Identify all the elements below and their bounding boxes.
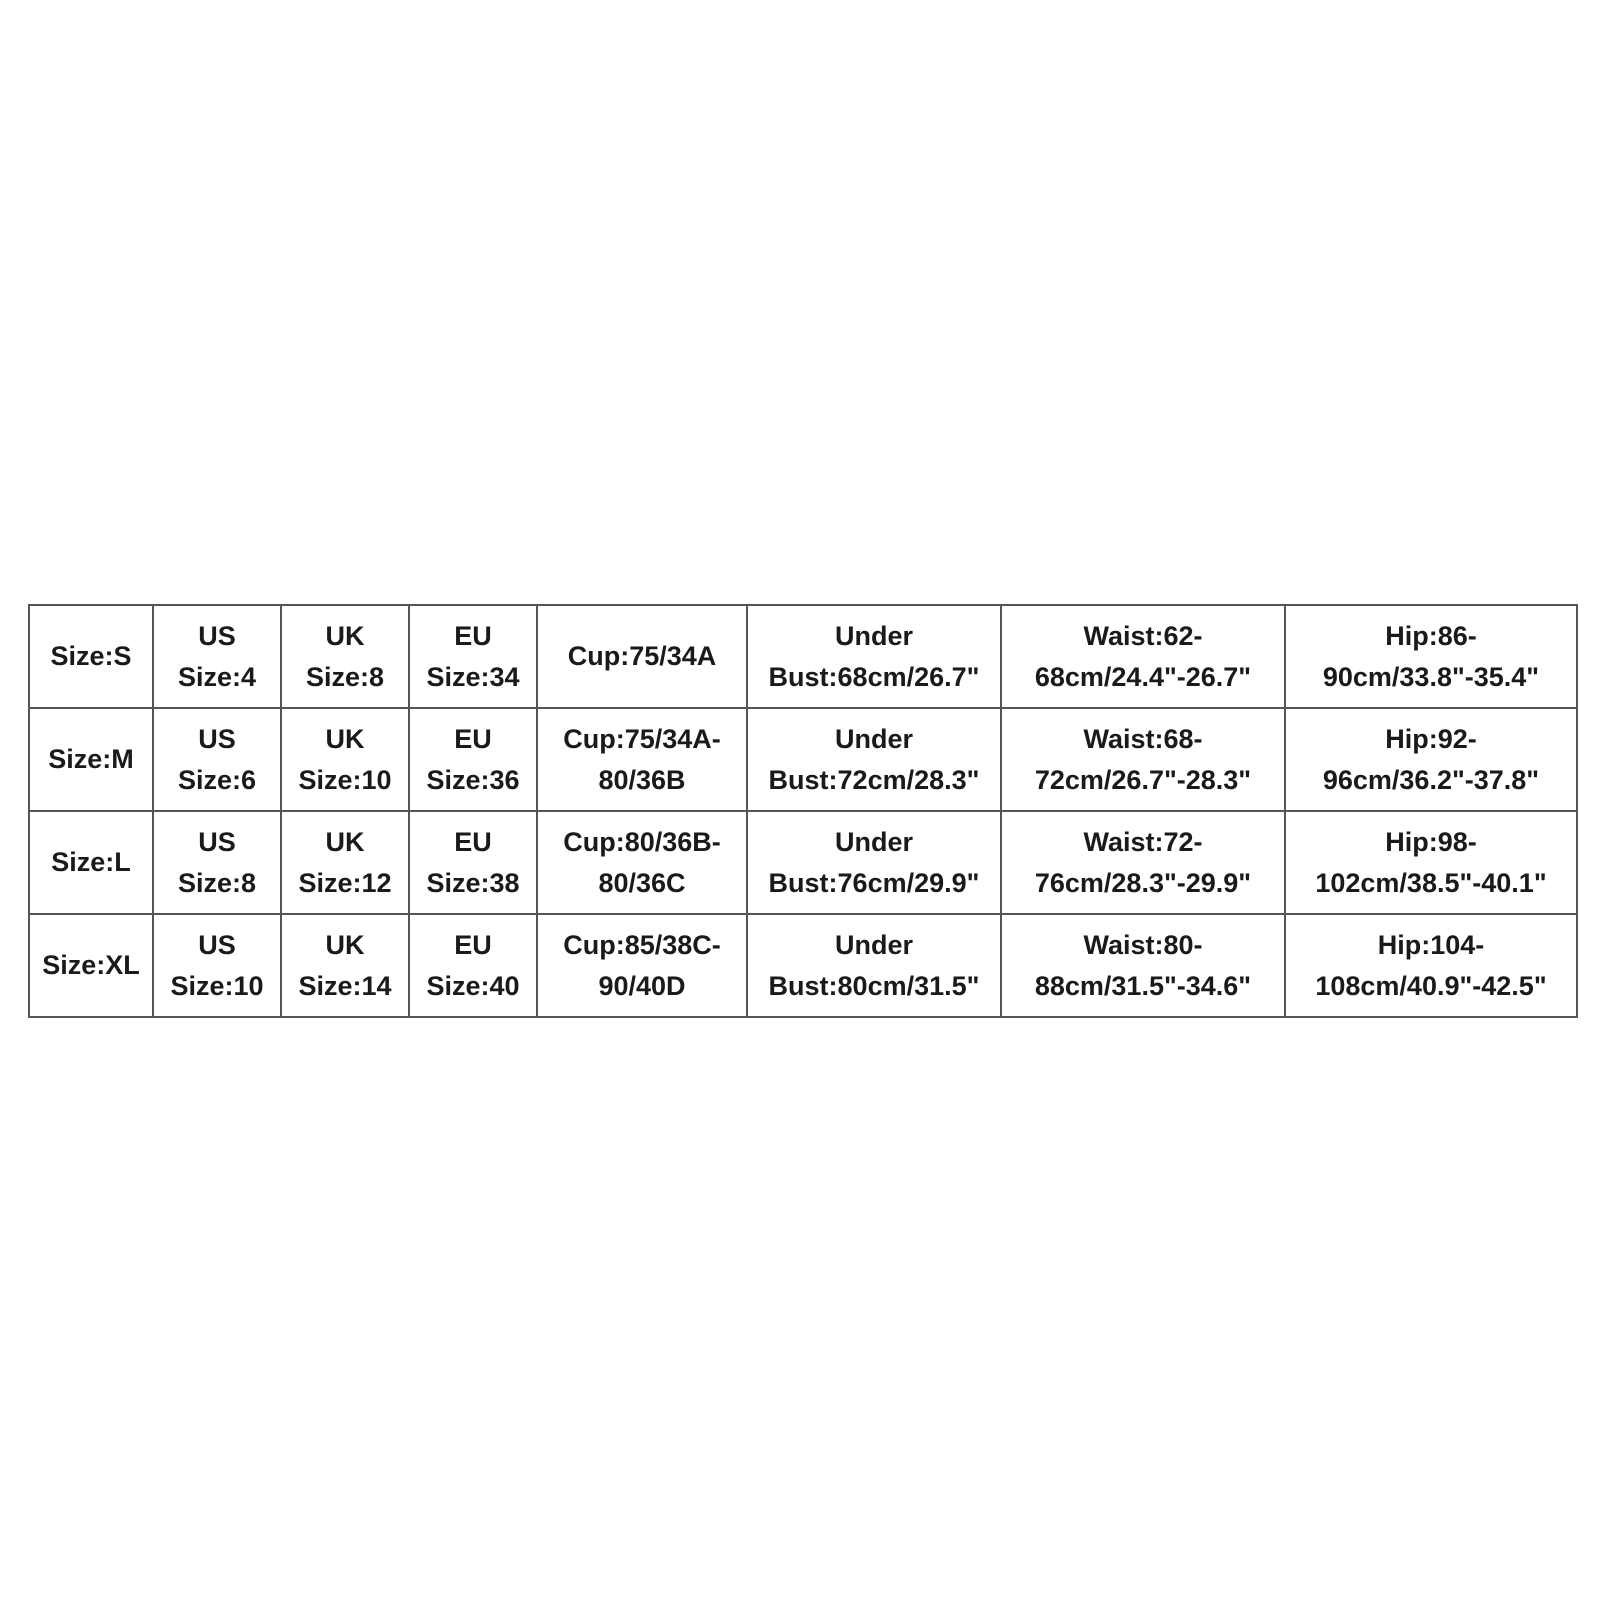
cell-text-line: Hip:86-: [1385, 620, 1477, 651]
cell-text-line: Hip:98-: [1385, 826, 1477, 857]
cup-size-cell: [537, 914, 747, 1017]
cell-text-line: EU: [454, 723, 492, 754]
us-size-cell: [153, 605, 281, 708]
cell-text-line: US: [198, 929, 236, 960]
cell-text-line: UK: [325, 620, 365, 651]
eu-size-cell: [409, 914, 537, 1017]
cell-text-line: Size:4: [177, 661, 257, 692]
cup-size-cell: [537, 708, 747, 811]
us-size-cell: [153, 708, 281, 811]
cell-text-line: Under: [834, 826, 913, 857]
uk-size-cell: [281, 914, 409, 1017]
cell-text-line: Bust:68cm/26.7": [768, 661, 980, 692]
cell-text-line: US: [198, 723, 236, 754]
uk-size-cell: [281, 605, 409, 708]
cup-size-cell: [537, 811, 747, 914]
hip-cell: [1285, 811, 1577, 914]
cell-text-line: Size:40: [426, 970, 520, 1001]
cell-text-line: Hip:92-: [1385, 723, 1477, 754]
cell-text-line: Size:L: [51, 847, 131, 877]
cell-text-line: Size:S: [50, 641, 132, 671]
cell-text-line: 96cm/36.2"-37.8": [1322, 764, 1540, 795]
cell-text-line: 76cm/28.3"-29.9": [1034, 867, 1252, 898]
hip-cell: [1285, 708, 1577, 811]
cell-text-line: Size:10: [170, 970, 264, 1001]
waist-cell: [1001, 708, 1285, 811]
cell-text-line: Hip:104-: [1377, 929, 1485, 960]
cell-text-line: 102cm/38.5"-40.1": [1315, 867, 1547, 898]
table-row: [29, 914, 1577, 1017]
cup-size-cell: [537, 605, 747, 708]
us-size-cell: [153, 811, 281, 914]
cell-text-line: Size:6: [177, 764, 257, 795]
cell-text-line: Size:8: [305, 661, 385, 692]
cell-text-line: Cup:80/36B-: [563, 826, 721, 857]
us-size-cell: [153, 914, 281, 1017]
cell-text-line: 72cm/26.7"-28.3": [1034, 764, 1252, 795]
cell-text-line: Waist:62-: [1083, 620, 1203, 651]
cell-text-line: Size:10: [298, 764, 392, 795]
cell-text-line: Size:38: [426, 867, 520, 898]
cell-text-line: Cup:75/34A: [567, 641, 717, 671]
cell-text-line: 88cm/31.5"-34.6": [1034, 970, 1252, 1001]
uk-size-cell: [281, 708, 409, 811]
cell-text-line: UK: [325, 723, 365, 754]
cell-text-line: Size:12: [298, 867, 392, 898]
cell-text-line: UK: [325, 826, 365, 857]
cell-text-line: EU: [454, 929, 492, 960]
cell-text-line: Waist:68-: [1083, 723, 1203, 754]
uk-size-cell: [281, 811, 409, 914]
cell-text-line: Cup:85/38C-: [563, 929, 721, 960]
table-row: [29, 708, 1577, 811]
under-bust-cell: [747, 811, 1001, 914]
cell-text-line: EU: [454, 826, 492, 857]
table-row: [29, 811, 1577, 914]
cell-text-line: Size:8: [177, 867, 257, 898]
cell-text-line: UK: [325, 929, 365, 960]
size-label-cell: [29, 914, 153, 1017]
cell-text-line: 80/36B: [598, 764, 686, 795]
waist-cell: [1001, 605, 1285, 708]
cell-text-line: US: [198, 620, 236, 651]
hip-cell: [1285, 605, 1577, 708]
cell-text-line: 68cm/24.4"-26.7": [1034, 661, 1252, 692]
cell-text-line: Size:34: [426, 661, 520, 692]
size-chart-table: [28, 604, 1578, 1018]
under-bust-cell: [747, 914, 1001, 1017]
cell-text-line: US: [198, 826, 236, 857]
cell-text-line: Waist:80-: [1083, 929, 1203, 960]
cell-text-line: Size:M: [48, 744, 134, 774]
size-label-cell: [29, 708, 153, 811]
size-label-cell: [29, 811, 153, 914]
cell-text-line: Size:XL: [42, 950, 140, 980]
cell-text-line: Waist:72-: [1083, 826, 1203, 857]
cell-text-line: 80/36C: [598, 867, 686, 898]
cell-text-line: Size:14: [298, 970, 392, 1001]
cell-text-line: 108cm/40.9"-42.5": [1315, 970, 1547, 1001]
cell-text-line: Cup:75/34A-: [563, 723, 721, 754]
cell-text-line: Under: [834, 620, 913, 651]
cell-text-line: Under: [834, 723, 913, 754]
cell-text-line: EU: [454, 620, 492, 651]
cell-text-line: Bust:80cm/31.5": [768, 970, 980, 1001]
cell-text-line: Bust:76cm/29.9": [768, 867, 980, 898]
eu-size-cell: [409, 811, 537, 914]
cell-text-line: 90/40D: [598, 970, 686, 1001]
cell-text-line: 90cm/33.8"-35.4": [1322, 661, 1540, 692]
under-bust-cell: [747, 708, 1001, 811]
cell-text-line: Size:36: [426, 764, 520, 795]
under-bust-cell: [747, 605, 1001, 708]
size-label-cell: [29, 605, 153, 708]
eu-size-cell: [409, 605, 537, 708]
hip-cell: [1285, 914, 1577, 1017]
cell-text-line: Bust:72cm/28.3": [768, 764, 980, 795]
size-chart-body: [29, 605, 1577, 1017]
cell-text-line: Under: [834, 929, 913, 960]
waist-cell: [1001, 811, 1285, 914]
waist-cell: [1001, 914, 1285, 1017]
table-row: [29, 605, 1577, 708]
eu-size-cell: [409, 708, 537, 811]
